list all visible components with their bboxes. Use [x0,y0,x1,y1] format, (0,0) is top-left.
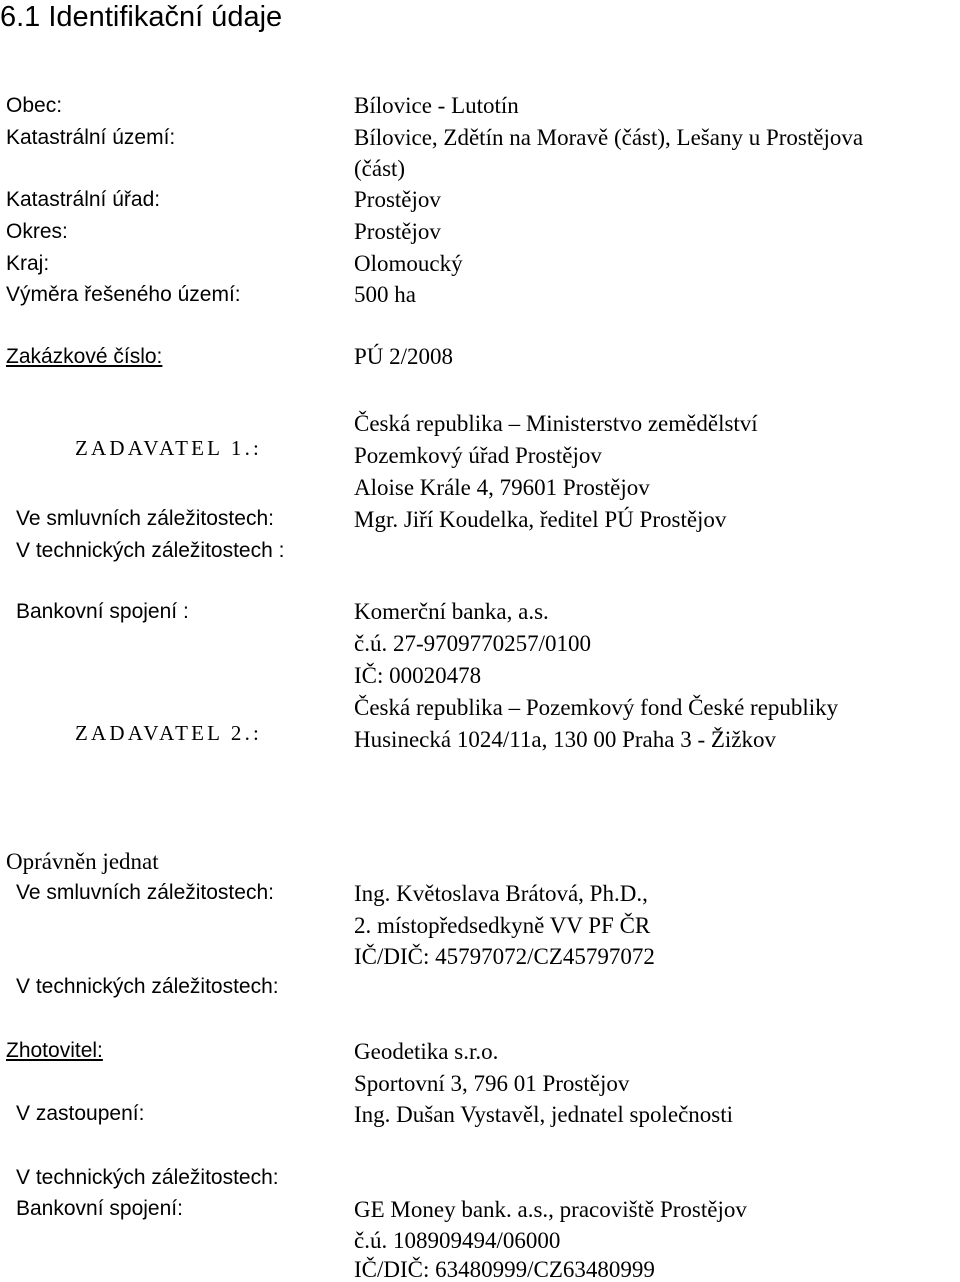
zadavatel-2-line: Česká republika – Pozemkový fond České republiky [354,695,839,720]
zadavatel-1-ic: IČ: 00020478 [354,663,482,688]
opravnen-line: Ing. Květoslava Brátová, Ph.D., [354,881,648,906]
zhotovitel-technicke-label: V technických záležitostech: [16,1166,279,1189]
zakazka-value: PÚ 2/2008 [354,344,454,369]
obec-value: Bílovice - Lutotín [354,93,519,118]
zhotovitel-line: Geodetika s.r.o. [354,1039,499,1064]
zhotovitel-bank-line: č.ú. 108909494/06000 [354,1228,561,1253]
okres-value: Prostějov [354,219,441,244]
zadavatel-1-technicke-label: V technických záležitostech : [16,539,285,562]
zhotovitel-label: Zhotovitel: [6,1039,103,1062]
zhotovitel-line: Ing. Dušan Vystavěl, jednatel společnosti [354,1102,734,1127]
zadavatel-1-bank-line: č.ú. 27-9709770257/0100 [354,631,592,656]
zadavatel-1-line: Česká republika – Ministerstvo zemědělství [354,411,758,436]
urad-label: Katastrální úřad: [6,188,161,211]
obec-label: Obec: [6,94,63,117]
zhotovitel-bank-label: Bankovní spojení: [16,1197,183,1220]
vymera-label: Výměra řešeného území: [6,283,241,306]
zadavatel-1-bank-line: Komerční banka, a.s. [354,599,549,624]
zadavatel-2-line: Husinecká 1024/11a, 130 00 Praha 3 - Žižkov [354,727,776,752]
zadavatel-1-line: Pozemkový úřad Prostějov [354,443,602,468]
opravnen-line: 2. místopředsedkyně VV PF ČR [354,913,651,938]
katastr-value-cont: (část) [354,156,406,181]
opravnen-technicke-label: V technických záležitostech: [16,975,279,998]
zadavatel-1-smluvni-label: Ve smluvních záležitostech: [16,507,274,530]
zadavatel-1-line: Mgr. Jiří Koudelka, ředitel PÚ Prostějov [354,507,727,532]
urad-value: Prostějov [354,187,441,212]
katastr-label: Katastrální území: [6,126,176,149]
zakazka-label: Zakázkové číslo: [6,345,163,368]
zhotovitel-zastoupeni-label: V zastoupení: [16,1102,145,1125]
zhotovitel-line: Sportovní 3, 796 01 Prostějov [354,1071,630,1096]
zadavatel-1-bank-label: Bankovní spojení : [16,600,189,623]
zhotovitel-ic-dic: IČ/DIČ: 63480999/CZ63480999 [354,1257,655,1282]
kraj-value: Olomoucký [354,251,463,276]
okres-label: Okres: [6,220,68,243]
opravnen-label: Oprávněn jednat [6,849,159,874]
kraj-label: Kraj: [6,252,50,275]
zadavatel-1-line: Aloise Krále 4, 79601 Prostějov [354,475,650,500]
opravnen-ic-dic: IČ/DIČ: 45797072/CZ45797072 [354,944,655,969]
zhotovitel-bank-line: GE Money bank. a.s., pracoviště Prostějov [354,1197,747,1222]
zadavatel-2-label: ZADAVATEL 2.: [75,721,263,745]
vymera-value: 500 ha [354,282,416,307]
katastr-value: Bílovice, Zdětín na Moravě (část), Lešany u Prostějova [354,125,864,150]
opravnen-smluvni-label: Ve smluvních záležitostech: [16,881,274,904]
zadavatel-1-label: ZADAVATEL 1.: [75,436,263,460]
section-heading: 6.1 Identifikační údaje [0,1,283,33]
